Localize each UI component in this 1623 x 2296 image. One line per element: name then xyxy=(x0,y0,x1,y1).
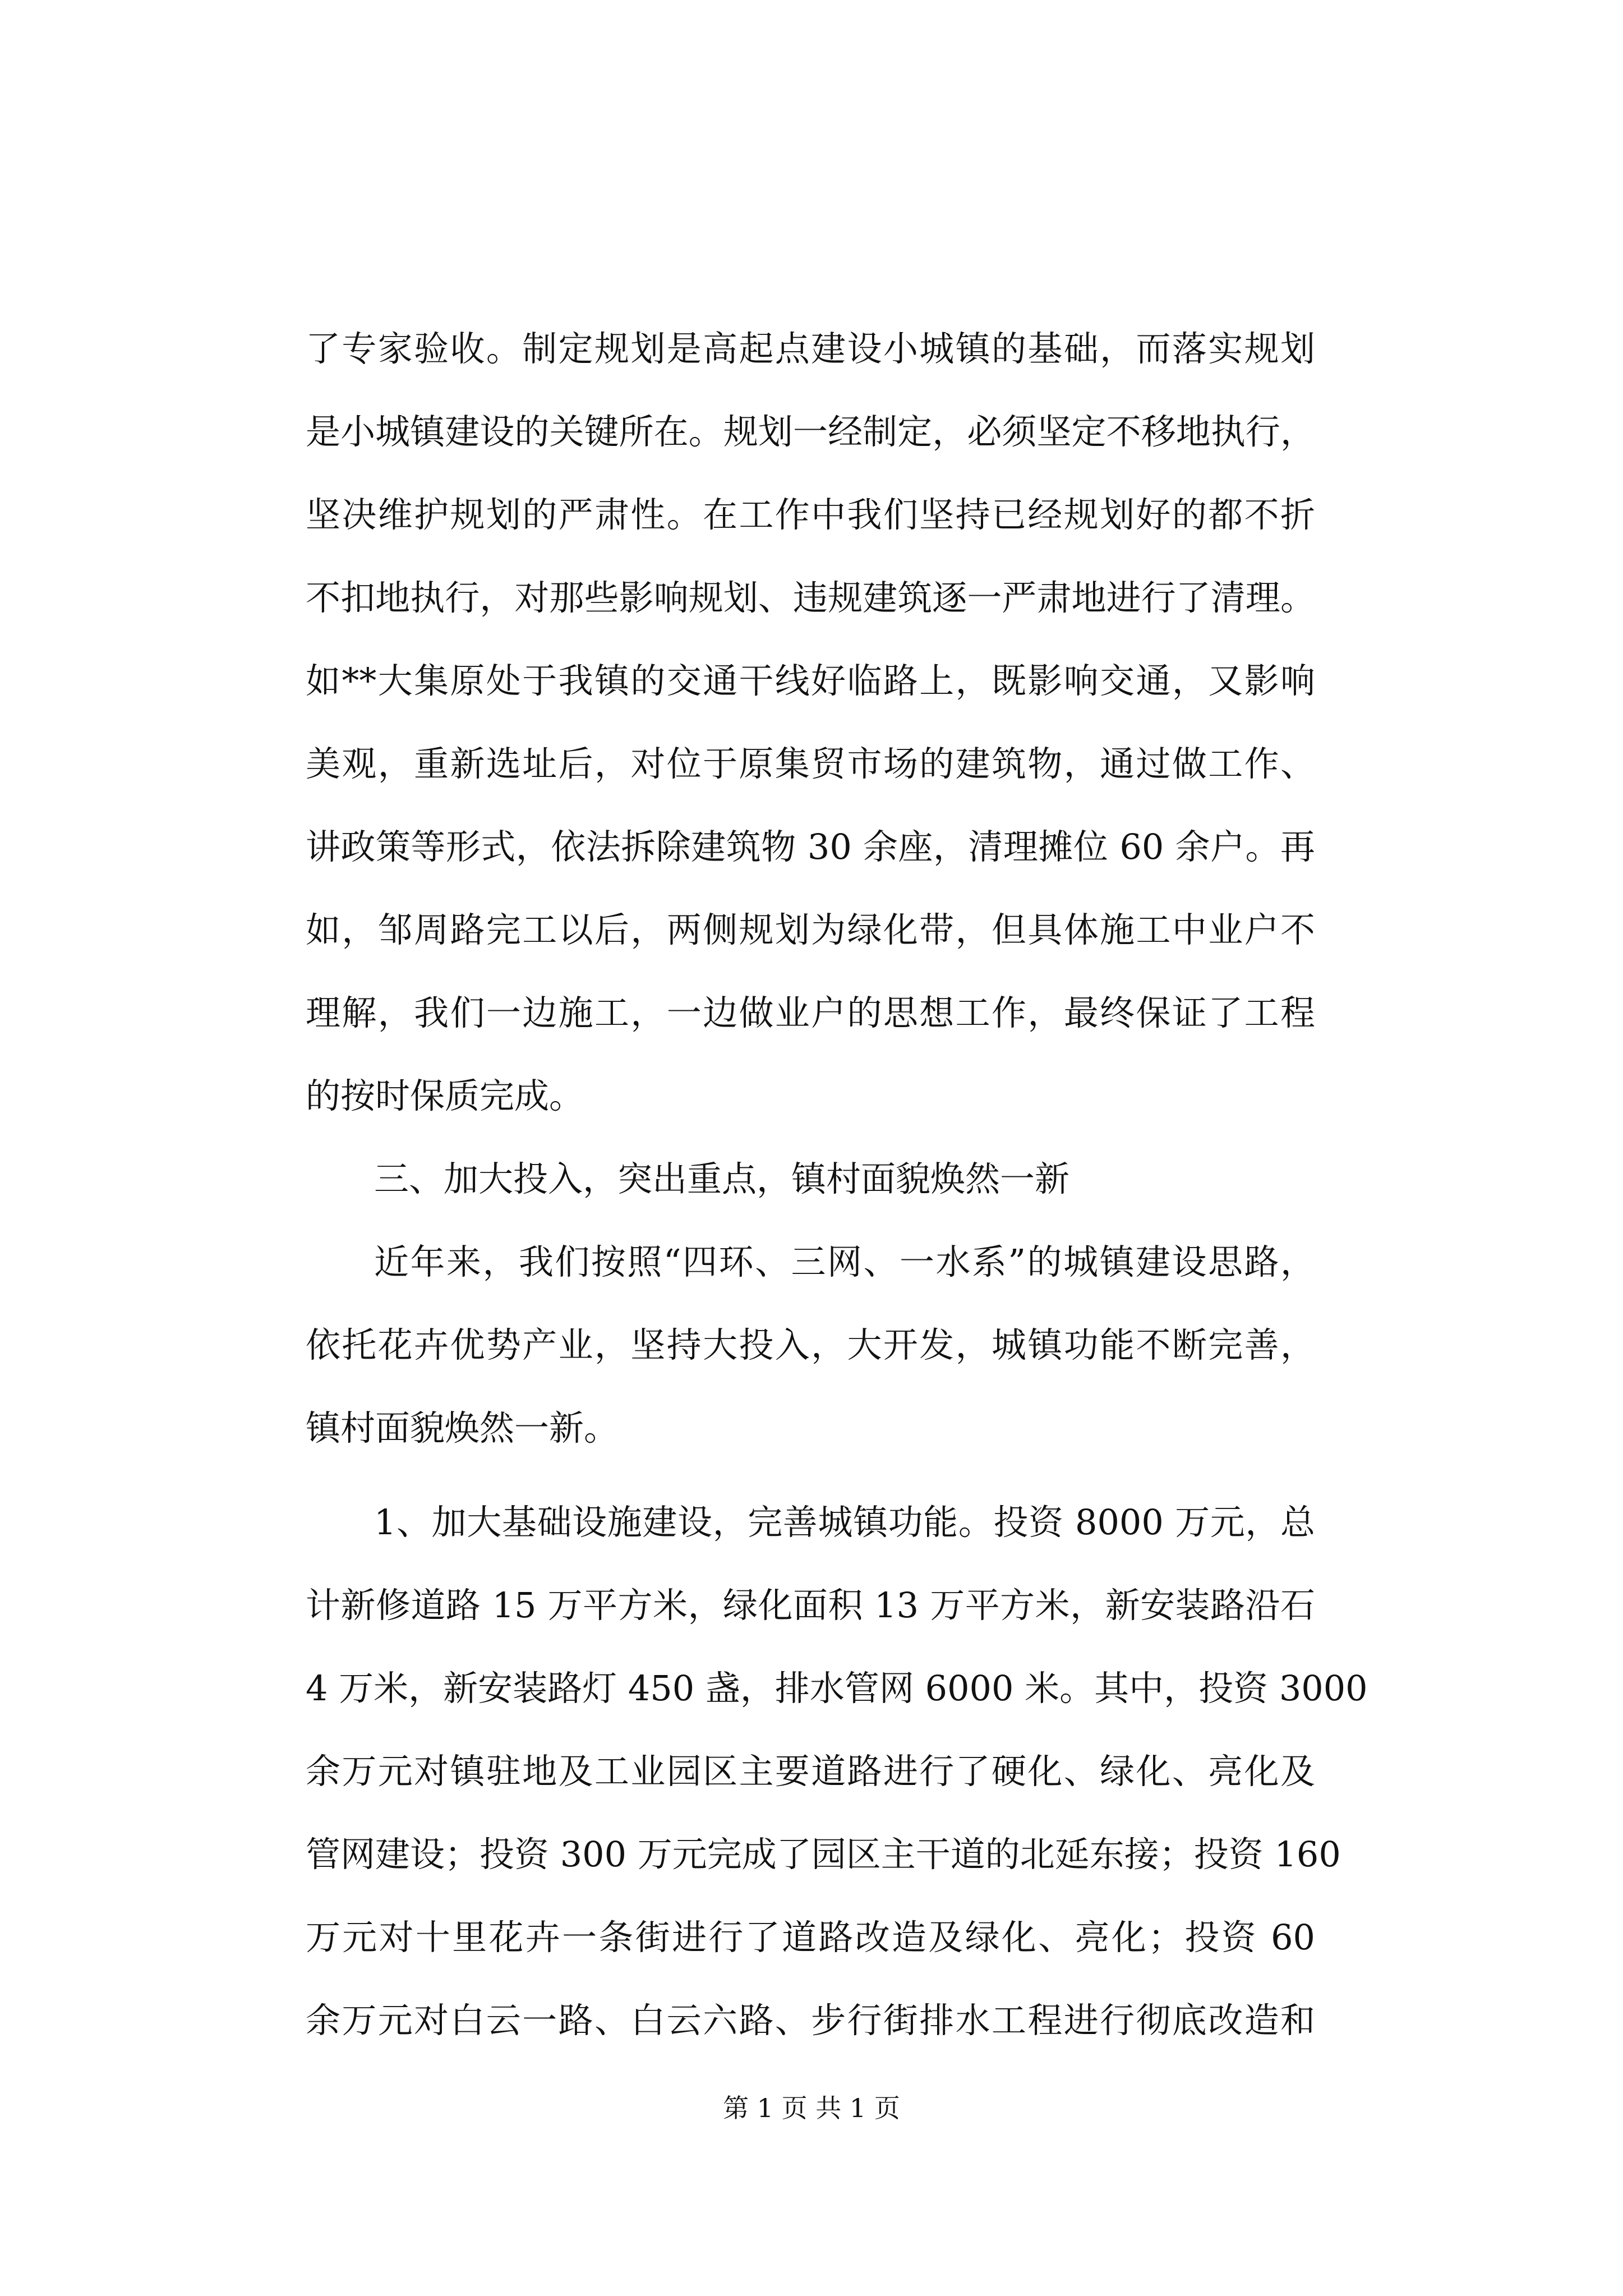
text-line: 余万元对镇驻地及工业园区主要道路进行了硬化、绿化、亮化及 xyxy=(306,1751,1315,1792)
text-line: 镇村面貌焕然一新。 xyxy=(306,1407,619,1448)
text-line: 讲政策等形式，依法拆除建筑物 30 余座，清理摊位 60 余户。再 xyxy=(306,826,1315,867)
text-line: 不扣地执行，对那些影响规划、违规建筑逐一严肃地进行了清理。 xyxy=(306,577,1315,618)
text-line: 近年来，我们按照“四环、三网、一水系”的城镇建设思路， xyxy=(374,1241,1315,1282)
text-line: 理解，我们一边施工，一边做业户的思想工作，最终保证了工程 xyxy=(306,992,1315,1033)
text-line: 如**大集原处于我镇的交通干线好临路上，既影响交通，又影响 xyxy=(306,660,1315,701)
text-line: 坚决维护规划的严肃性。在工作中我们坚持已经规划好的都不折 xyxy=(306,494,1315,535)
page-number-label: 第 1 页 共 1 页 xyxy=(723,2093,900,2123)
text-line: 管网建设；投资 300 万元完成了园区主干道的北延东接；投资 160 xyxy=(306,1834,1341,1875)
section-heading: 三、加大投入，突出重点，镇村面貌焕然一新 xyxy=(374,1158,1070,1199)
text-line: 美观，重新选址后，对位于原集贸市场的建筑物，通过做工作、 xyxy=(306,743,1315,784)
text-line: 计新修道路 15 万平方米，绿化面积 13 万平方米，新安装路沿石 xyxy=(306,1585,1315,1626)
page-footer xyxy=(0,2091,1623,2125)
text-line: 1、加大基础设施建设，完善城镇功能。投资 8000 万元，总 xyxy=(374,1502,1315,1543)
text-line: 是小城镇建设的关键所在。规划一经制定，必须坚定不移地执行， xyxy=(306,411,1315,452)
text-line: 依托花卉优势产业，坚持大投入，大开发，城镇功能不断完善， xyxy=(306,1324,1315,1365)
text-line: 的按时保质完成。 xyxy=(306,1075,584,1116)
text-line: 了专家验收。制定规划是高起点建设小城镇的基础，而落实规划 xyxy=(306,328,1315,369)
paragraph-spacer xyxy=(306,1470,1315,1481)
document-body xyxy=(306,307,1368,2062)
text-line: 如，邹周路完工以后，两侧规划为绿化带，但具体施工中业户不 xyxy=(306,909,1315,950)
text-line: 万元对十里花卉一条街进行了道路改造及绿化、亮化；投资 60 xyxy=(306,1917,1315,1958)
text-line: 4 万米，新安装路灯 450 盏，排水管网 6000 米。其中，投资 3000 xyxy=(306,1668,1368,1709)
text-line: 余万元对白云一路、白云六路、步行街排水工程进行彻底改造和 xyxy=(306,2000,1315,2041)
